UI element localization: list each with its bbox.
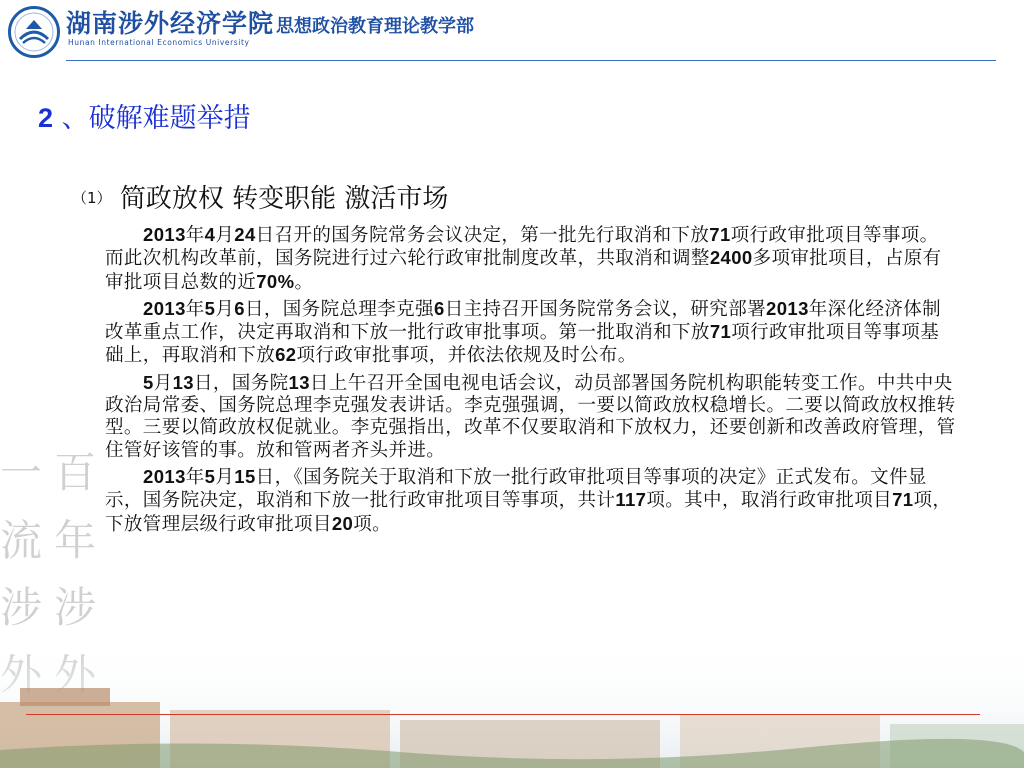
header-divider bbox=[66, 60, 996, 61]
body-text bbox=[105, 224, 957, 540]
paragraph bbox=[105, 466, 957, 536]
paragraph-text: 年深化经济体制改革重点工作，决定再取消和下放一批行政审批事项。第一批取消和下放 bbox=[105, 298, 942, 344]
paragraph-number: 2013 bbox=[143, 224, 186, 245]
footer-divider bbox=[26, 714, 980, 715]
campus-photo bbox=[0, 640, 1024, 768]
paragraph-text: 月 bbox=[215, 466, 235, 488]
watermark-line: 涉涉 bbox=[0, 583, 109, 632]
paragraph-text: 。 bbox=[294, 271, 314, 293]
paragraph bbox=[105, 224, 957, 294]
paragraph-text: 月 bbox=[215, 225, 235, 246]
paragraph-text: 项行政审批事项，并依法依规及时公布。 bbox=[296, 345, 637, 367]
paragraph bbox=[105, 372, 957, 462]
paragraph-text: 多项审批项目，占原有审批项目总数的近 bbox=[105, 248, 942, 293]
paragraph-text: 年 bbox=[185, 298, 205, 320]
paragraph-text: 日上午召开全国电视电话会议，动员部署国务院机构职能转变工作。中共中央政治局常委、国务院总理李克强发表讲话。李克强强调，一要以简政放权稳增长。二要以简政放权推转型。三要以简政放权促就业。李克强指出，改革不仅要取消和下放权力，还要创新和改善政府管理，管住管好该管的事。放和管两者齐头并进。 bbox=[105, 372, 956, 461]
school-name-en: Hunan International Economics University bbox=[68, 38, 250, 47]
sub-heading bbox=[72, 178, 448, 215]
paragraph-number: 13 bbox=[172, 371, 194, 393]
paragraph-text: 项，下放管理层级行政审批项目 bbox=[105, 490, 952, 535]
paragraph-number: 71 bbox=[709, 224, 731, 245]
sub-heading-marker: （1） bbox=[72, 189, 112, 207]
paragraph-number: 24 bbox=[234, 224, 256, 245]
paragraph-text: 日召开的国务院常务会议决定，第一批先行取消和下放 bbox=[255, 225, 710, 246]
school-emblem-icon bbox=[8, 6, 60, 58]
paragraph-text: 年 bbox=[185, 466, 205, 488]
paragraph bbox=[105, 298, 957, 368]
department-name: 思想政治教育理论教学部 bbox=[276, 16, 474, 37]
paragraph-number: 2400 bbox=[709, 247, 753, 269]
paragraph-number: 13 bbox=[288, 371, 310, 393]
paragraph-text: 日，国务院 bbox=[194, 372, 289, 394]
paragraph-number: 2013 bbox=[766, 297, 809, 319]
paragraph-number: 117 bbox=[615, 489, 647, 511]
paragraph-number: 6 bbox=[234, 297, 245, 319]
header-bar bbox=[0, 0, 1024, 62]
paragraph-number: 4 bbox=[204, 224, 216, 245]
paragraph-text: 日，《国务院关于取消和下放一批行政审批项目等事项的决定》正式发布。文件显示，国务院决定，取消和下放一批行政审批项目等事项，共计 bbox=[105, 466, 927, 512]
paragraph-number: 2013 bbox=[143, 297, 186, 319]
paragraph-text: 月 bbox=[215, 298, 235, 320]
section-title bbox=[38, 96, 251, 135]
paragraph-text: 项行政审批项目等事项基础上，再取消和下放 bbox=[105, 322, 940, 367]
paragraph-text: 项。 bbox=[353, 513, 392, 535]
paragraph-number: 70% bbox=[256, 270, 295, 292]
paragraph-number: 71 bbox=[709, 321, 732, 343]
paragraph-text: 月 bbox=[153, 372, 173, 394]
paragraph-number: 5 bbox=[204, 465, 216, 487]
paragraph-text: 日主持召开国务院常务会议，研究部署 bbox=[444, 298, 767, 320]
paragraph-text: 项行政审批项目等事项。而此次机构改革前，国务院进行过六轮行政审批制度改革，共取消和调整 bbox=[105, 225, 939, 270]
watermark-line: 流年 bbox=[0, 516, 109, 565]
section-title-text: 、破解难题举措 bbox=[61, 103, 251, 134]
paragraph-number: 20 bbox=[331, 512, 354, 534]
paragraph-number: 6 bbox=[434, 297, 445, 319]
section-number: 2 bbox=[38, 103, 54, 133]
paragraph-text: 项。其中，取消行政审批项目 bbox=[646, 490, 893, 512]
paragraph-number: 2013 bbox=[143, 465, 186, 487]
paragraph-number: 71 bbox=[892, 489, 914, 511]
sub-heading-text: 简政放权 转变职能 激活市场 bbox=[119, 184, 449, 214]
paragraph-number: 5 bbox=[143, 371, 154, 393]
paragraph-text: 日，国务院总理李克强 bbox=[244, 298, 434, 320]
paragraph-number: 5 bbox=[204, 297, 216, 319]
watermark-line: 一百 bbox=[0, 448, 109, 497]
paragraph-number: 15 bbox=[234, 465, 256, 487]
paragraph-text: 年 bbox=[185, 225, 205, 246]
school-name: 湖南涉外经济学院 bbox=[66, 9, 275, 38]
paragraph-number: 62 bbox=[275, 344, 297, 366]
